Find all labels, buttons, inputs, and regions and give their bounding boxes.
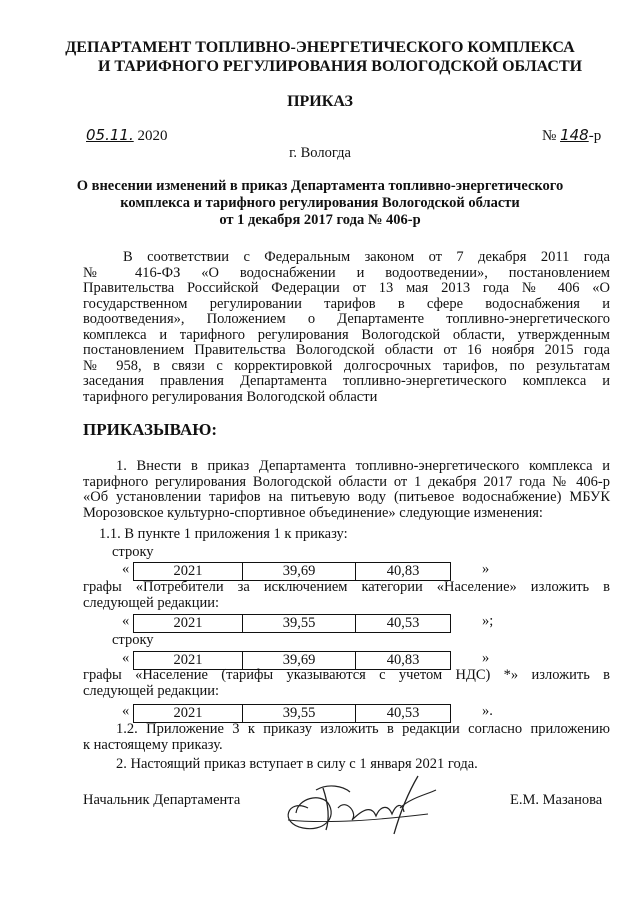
item-1-line: «Об установлении тарифов на питьевую воду (питьевое водоснабжение) МБУК (83, 489, 610, 505)
tariff-cell-2: 40,53 (356, 705, 451, 723)
tariff-cell-1: 39,69 (243, 652, 356, 670)
preamble-line: № 958, в связи с корректировкой долгосрочных тарифов, по результатам (83, 357, 610, 374)
tariff-cell-1: 39,69 (243, 563, 356, 581)
date-year: 2020 (133, 128, 168, 144)
document-date (86, 126, 167, 145)
number-prefix: № (542, 128, 557, 144)
preamble (83, 250, 610, 405)
close-quote: ». (482, 703, 493, 719)
document-type: ПРИКАЗ (287, 93, 353, 110)
open-quote: « (122, 650, 130, 666)
table-row (134, 563, 451, 581)
graph-1-line: графы «Потребители за исключением категории «Население» изложить в (83, 579, 610, 595)
item-1-line: тарифного регулирования Вологодской области от 1 декабря 2017 года № 406-р (83, 473, 610, 490)
year-cell: 2021 (134, 615, 243, 633)
handwritten-date: 05.11. (86, 126, 134, 144)
item-1-line: 1. Внести в приказ Департамента топливно-энергетического комплекса и (116, 458, 610, 474)
graph-1-line: следующей редакции: (83, 594, 220, 611)
subject-line1: О внесении изменений в приказ Департамента топливно-энергетического (76, 178, 564, 194)
city: г. Вологда (289, 145, 351, 161)
subject-line2: комплекса и тарифного регулирования Вологодской области (120, 195, 520, 211)
tariff-cell-2: 40,53 (356, 615, 451, 633)
item-1-2-line: к настоящему приказу. (83, 736, 223, 753)
preamble-line: водоотведения», Положением о Департаменте топливно-энергетического (83, 311, 610, 327)
preamble-line: комплекса и тарифного регулирования Вологодской области, утвержденным (83, 326, 610, 343)
preamble-line: № 416-ФЗ «О водоснабжении и водоотведении», постановлением (83, 264, 610, 281)
item-1 (83, 459, 610, 521)
item-1-2-line: 1.2. Приложение 3 к приказу изложить в редакции согласно приложению (116, 721, 610, 737)
graph-2 (83, 668, 610, 699)
number-suffix: -р (588, 128, 602, 144)
year-cell: 2021 (134, 563, 243, 581)
tariff-cell-2: 40,83 (356, 652, 451, 670)
department-name-line1: ДЕПАРТАМЕНТ ТОПЛИВНО-ЭНЕРГЕТИЧЕСКОГО КОМПЛЕКСА (65, 39, 575, 56)
subject-line3: от 1 декабря 2017 года № 406-р (219, 212, 421, 228)
preamble-line: заседания правления Департамента топливно-энергетического комплекса и (83, 373, 610, 389)
year-cell: 2021 (134, 652, 243, 670)
close-quote: »; (482, 613, 494, 629)
tariff-cell-1: 39,55 (243, 705, 356, 723)
tariff-cell-2: 40,83 (356, 563, 451, 581)
tariff-cell-1: 39,55 (243, 615, 356, 633)
row-word: строку (112, 544, 154, 560)
table-row (134, 615, 451, 633)
close-quote: » (482, 650, 490, 666)
handwritten-number: 148 (560, 126, 589, 144)
document-number (542, 126, 601, 145)
item-1-1: 1.1. В пункте 1 приложения 1 к приказу: (99, 526, 348, 542)
close-quote: » (482, 561, 490, 577)
document-subject (0, 178, 640, 229)
signatory-title: Начальник Департамента (83, 792, 241, 808)
department-name-line2: И ТАРИФНОГО РЕГУЛИРОВАНИЯ ВОЛОГОДСКОЙ ОБЛАСТИ (97, 58, 583, 75)
handwritten-signature (268, 768, 458, 838)
row-word: строку (112, 632, 154, 648)
year-cell: 2021 (134, 705, 243, 723)
signatory-name: Е.М. Мазанова (510, 792, 603, 808)
item-2: 2. Настоящий приказ вступает в силу с 1 января 2021 года. (116, 756, 478, 772)
preamble-line: постановлением Правительства Вологодской области от 16 ноября 2015 года (83, 342, 610, 358)
open-quote: « (122, 613, 130, 629)
preamble-line: тарифного регулирования Вологодской области (83, 388, 378, 405)
preamble-line: Правительства Российской Федерации от 13 мая 2013 года № 406 «О (83, 280, 610, 296)
preamble-line: В соответствии с Федеральным законом от 7 декабря 2011 года (123, 249, 610, 265)
item-1-line: Морозовское культурно-спортивное объединение» следующие изменения: (83, 504, 543, 521)
open-quote: « (122, 561, 130, 577)
order-word: ПРИКАЗЫВАЮ: (83, 420, 218, 439)
table-row (134, 705, 451, 723)
graph-2-line: графы «Население (тарифы указываются с учетом НДС) *» изложить в (83, 667, 610, 683)
preamble-line: государственном регулировании тарифов в сфере водоснабжения и (83, 295, 610, 312)
open-quote: « (122, 703, 130, 719)
item-1-2 (83, 722, 610, 753)
graph-1 (83, 580, 610, 611)
tariff-row-table (133, 614, 451, 633)
graph-2-line: следующей редакции: (83, 682, 220, 699)
